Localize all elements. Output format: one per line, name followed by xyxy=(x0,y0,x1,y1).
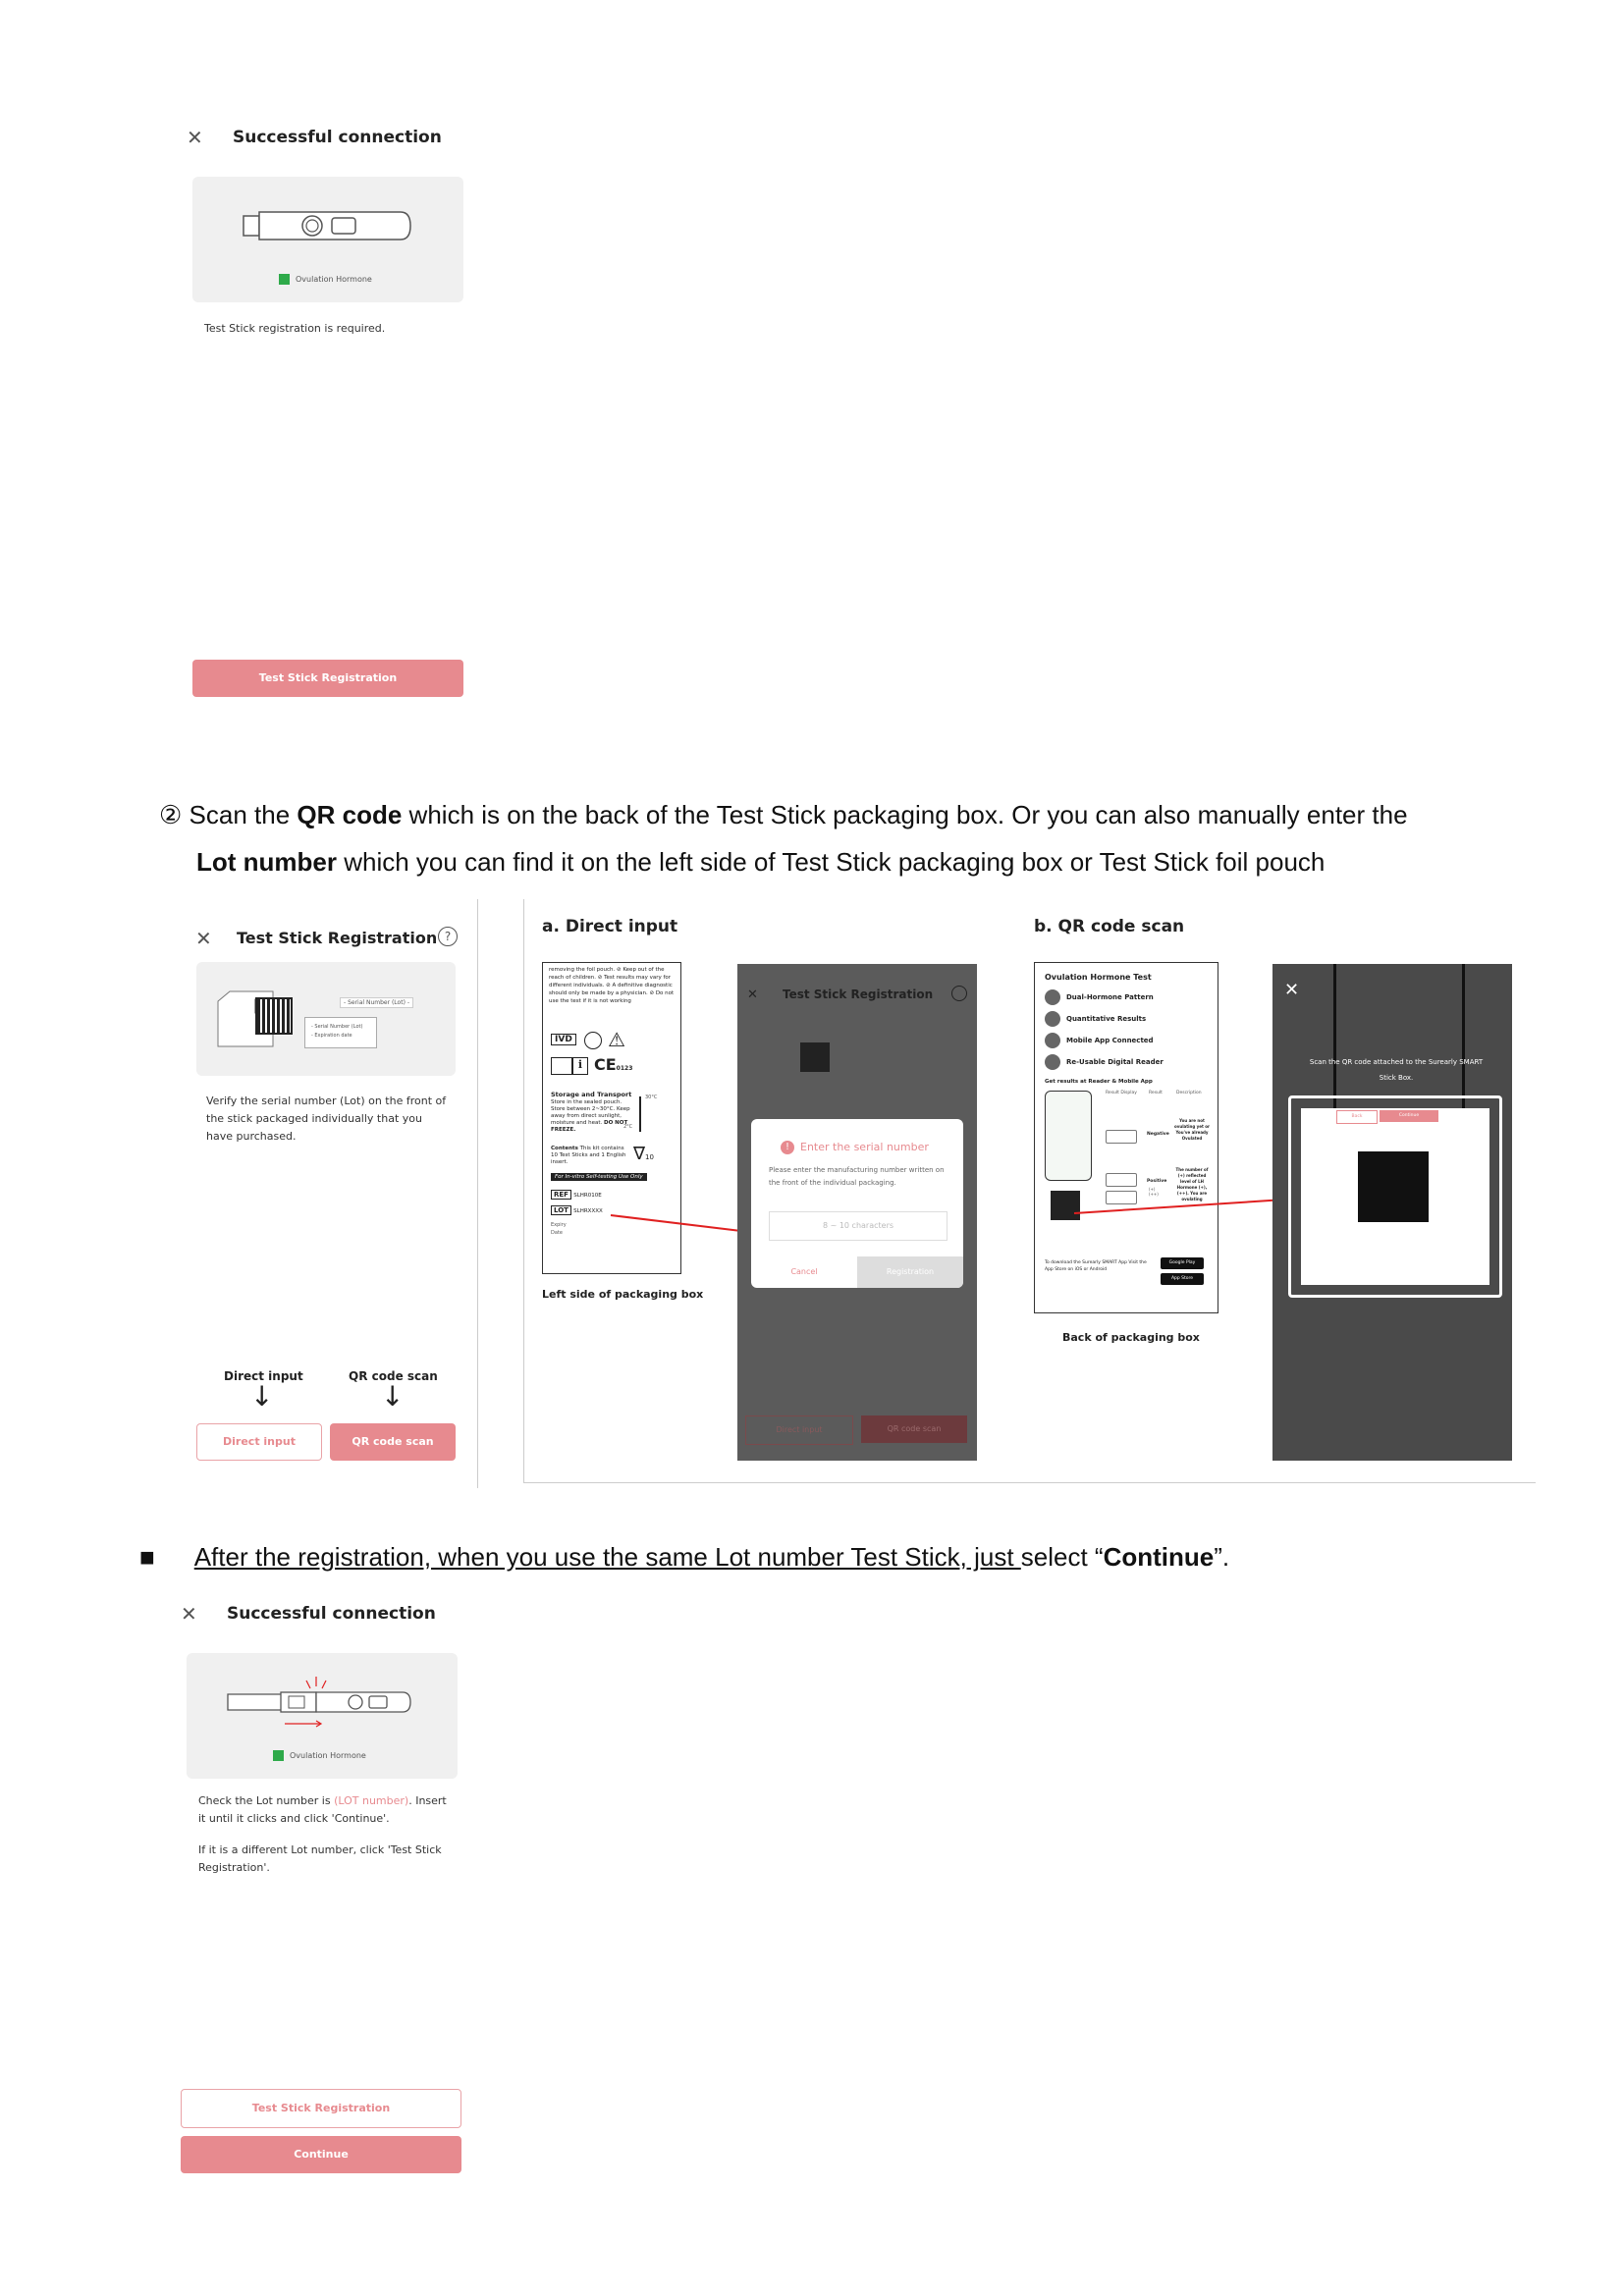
indicator-label: Ovulation Hormone xyxy=(290,1751,366,1760)
qr-code-bold: QR code xyxy=(297,800,403,829)
reader-device-illustration xyxy=(242,202,418,249)
serial-callout-top: - Serial Number (Lot) - xyxy=(340,997,413,1008)
expiry-label: Expiry xyxy=(551,1222,567,1228)
phone-direct-input xyxy=(737,964,977,1461)
qr-code-scan-button[interactable]: QR code scan xyxy=(330,1423,456,1461)
ce-mark: CE0123 xyxy=(594,1055,633,1074)
label-direct-input: Direct input xyxy=(224,1369,303,1383)
feature-item: Re-Usable Digital Reader xyxy=(1045,1053,1164,1075)
note-text: ”. xyxy=(1214,1542,1230,1572)
storage-text: Store in the sealed pouch. Store between 2~30°C. Keep away from direct sunlight, moisture and heat. DO NOT FREEZE. xyxy=(551,1099,630,1133)
packaging-back xyxy=(1034,962,1218,1313)
temp-low: 2°C xyxy=(623,1124,633,1130)
label-qr-code-scan: QR code scan xyxy=(349,1369,438,1383)
close-icon[interactable]: ✕ xyxy=(195,927,212,950)
col-description: Description xyxy=(1176,1091,1202,1095)
results-title: Get results at Reader & Mobile App xyxy=(1045,1079,1153,1085)
phone-qr-scan-button[interactable]: QR code scan xyxy=(861,1415,967,1443)
packaging-card xyxy=(196,962,456,1076)
phone-continue-button[interactable]: Continue xyxy=(1380,1110,1438,1122)
row2-sub: (+) (++) xyxy=(1149,1187,1159,1197)
qr-code-icon xyxy=(1358,1151,1429,1222)
registration-message: Test Stick registration is required. xyxy=(204,322,386,335)
indicator-label: Ovulation Hormone xyxy=(296,275,372,284)
help-icon[interactable] xyxy=(951,986,967,1001)
step-2-instruction-cont xyxy=(196,838,1571,885)
step-marker: ② xyxy=(159,800,183,829)
instructions-icon xyxy=(551,1057,572,1075)
box-title: Ovulation Hormone Test xyxy=(1045,973,1152,982)
step-text: which you can find it on the left side of Test Stick packaging box or Test Stick foil pouch xyxy=(337,847,1326,877)
green-indicator-icon xyxy=(279,274,290,285)
serial-callout-box xyxy=(304,1017,377,1048)
ivd-symbol: IVD xyxy=(551,1034,576,1045)
row2-description: The number of (+) reflected level of LH Hormone (+), (++). You are ovulating xyxy=(1175,1167,1209,1201)
lot-row: LOT SLHRXXXX xyxy=(551,1206,603,1214)
close-icon[interactable]: ✕ xyxy=(187,126,203,149)
alert-icon: ! xyxy=(781,1141,794,1154)
temp-high: 30°C xyxy=(645,1095,658,1100)
callout-expiry: - Expiration date xyxy=(311,1033,352,1039)
help-icon[interactable]: ? xyxy=(438,927,458,946)
phone-title: Test Stick Registration xyxy=(783,988,934,1001)
date-label: Date xyxy=(551,1230,563,1236)
phone-qr-scan xyxy=(1272,964,1512,1461)
temperature-icon xyxy=(639,1096,641,1132)
close-icon[interactable]: ✕ xyxy=(1284,980,1300,1000)
app-store-badge: App Store xyxy=(1161,1273,1204,1285)
verify-message: Verify the serial number (Lot) on the front of the stick packaged individually that you have purchased. xyxy=(206,1095,447,1143)
stick-insertion-illustration xyxy=(226,1673,422,1732)
lot-number-highlight: (LOT number) xyxy=(334,1794,409,1807)
row2-result: Positive xyxy=(1147,1179,1167,1184)
info-icon: i xyxy=(572,1057,588,1075)
scan-instruction: Scan the QR code attached to the Surearly SMART Stick Box. xyxy=(1309,1058,1484,1082)
phone-back-button[interactable]: Back xyxy=(1336,1110,1378,1124)
panel-a-heading: a. Direct input xyxy=(542,917,678,936)
phone-direct-input-button[interactable]: Direct input xyxy=(745,1415,853,1445)
warning-icon: ⚠ xyxy=(608,1028,625,1051)
feature-icon xyxy=(1045,989,1060,1005)
arrow-down-icon: ↓ xyxy=(381,1380,405,1413)
screen-title: Test Stick Registration xyxy=(237,929,438,947)
step-text: Scan the xyxy=(189,800,298,829)
arrow-down-icon: ↓ xyxy=(250,1380,274,1413)
screen-title: Successful connection xyxy=(233,128,442,147)
row1-result: Negative xyxy=(1147,1132,1169,1137)
panel-a-caption: Left side of packaging box xyxy=(542,1288,704,1301)
continue-note xyxy=(139,1533,1514,1580)
different-lot-message: If it is a different Lot number, click 'Test Stick Registration'. xyxy=(198,1843,442,1874)
continue-button[interactable]: Continue xyxy=(181,2136,461,2173)
modal-registration-button[interactable]: Registration xyxy=(857,1256,963,1288)
note-text: select “ xyxy=(1020,1542,1104,1572)
step-text: which is on the back of the Test Stick packaging box. Or you can also manually enter the xyxy=(402,800,1408,829)
modal-body: Please enter the manufacturing number written on the front of the individual packaging. xyxy=(769,1166,945,1187)
device-card xyxy=(192,177,463,302)
serial-number-modal xyxy=(751,1119,963,1288)
serial-number-input[interactable]: 8 ~ 10 characters xyxy=(769,1211,947,1241)
storage-title: Storage and Transport xyxy=(551,1091,632,1098)
continue-bold: Continue xyxy=(1103,1542,1215,1572)
note-underlined: After the registration, when you use the same Lot number Test Stick, just xyxy=(193,1542,1021,1572)
self-testing-banner: For In-vitro Self-testing Use Only xyxy=(551,1173,647,1181)
test-stick-registration-button[interactable]: Test Stick Registration xyxy=(192,660,463,697)
green-indicator-icon xyxy=(273,1750,284,1761)
device-card xyxy=(187,1653,458,1779)
direct-input-button[interactable]: Direct input xyxy=(196,1423,322,1461)
close-icon[interactable]: ✕ xyxy=(747,988,758,1002)
close-icon[interactable]: ✕ xyxy=(181,1602,197,1626)
warnings-text: removing the foil pouch. ⊘ Keep out of the reach of children. ⊘ Test results may vary for different individuals. ⊘ A definitive diagnostic should only be made by a physician. ⊘ Do not use the test if it is not working xyxy=(549,967,675,1004)
lot-check-message: Check the Lot number is (LOT number). Insert it until it clicks and click 'Continue'. xyxy=(198,1794,447,1825)
qr-code-icon xyxy=(255,997,293,1035)
download-text: To download the Surearly SMART App Visit the App Store on iOS or Android xyxy=(1045,1260,1147,1272)
feature-item: Mobile App Connected xyxy=(1045,1032,1164,1053)
phone-graph-illustration xyxy=(1045,1091,1092,1181)
screen-title: Successful connection xyxy=(227,1604,436,1624)
contents-text: Contents This kit contains 10 Test Sticks and 1 English insert. xyxy=(551,1146,626,1165)
panel-b-heading: b. QR code scan xyxy=(1034,917,1185,936)
col-result-display: Result Display xyxy=(1106,1091,1137,1095)
no-reuse-icon xyxy=(584,1032,602,1049)
sigma-icon: ∇10 xyxy=(633,1144,654,1164)
scan-frame xyxy=(1288,1095,1502,1298)
indicator xyxy=(273,1750,366,1761)
modal-cancel-button[interactable]: Cancel xyxy=(790,1267,818,1276)
feature-icon xyxy=(1045,1054,1060,1070)
feature-icon xyxy=(1045,1011,1060,1027)
indicator xyxy=(279,274,372,285)
lot-number-bold: Lot number xyxy=(196,847,337,877)
feature-item: Dual-Hormone Pattern xyxy=(1045,988,1164,1010)
modal-title: Enter the serial number xyxy=(800,1141,929,1153)
step-2-instruction xyxy=(159,791,1534,838)
row1-description: You are not ovulating yet or You've already Ovulated xyxy=(1173,1118,1210,1141)
ref-row: REF SLHR010E xyxy=(551,1191,602,1199)
bullet-icon: ■ xyxy=(139,1542,155,1572)
feature-list xyxy=(1045,988,1164,1075)
google-play-badge: Google Play xyxy=(1161,1257,1204,1269)
feature-item: Quantitative Results xyxy=(1045,1010,1164,1032)
callout-serial: - Serial Number (Lot) xyxy=(311,1024,363,1030)
left-divider xyxy=(477,899,478,1488)
panel-b-caption: Back of packaging box xyxy=(1062,1331,1200,1344)
col-result: Result xyxy=(1149,1091,1163,1095)
qr-code-icon xyxy=(800,1042,830,1072)
test-stick-registration-button[interactable]: Test Stick Registration xyxy=(181,2089,461,2128)
feature-icon xyxy=(1045,1033,1060,1048)
negative-display-icon xyxy=(1106,1130,1137,1144)
